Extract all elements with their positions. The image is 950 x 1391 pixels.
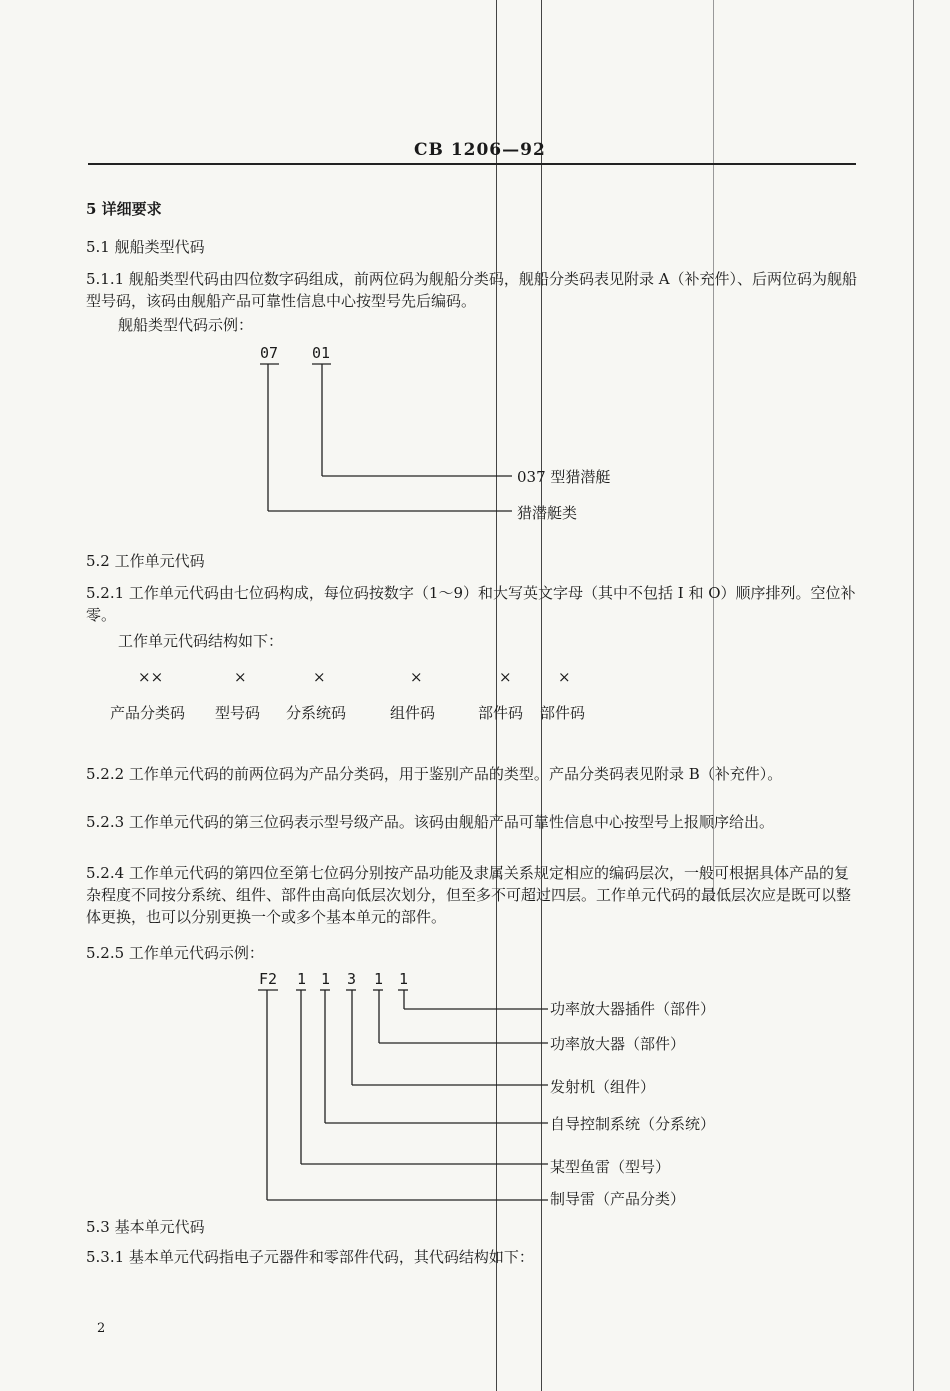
subsection-heading-5-3: 5.3 基本单元代码 [86,1218,205,1236]
label-hunter-class: 猎潜艇类 [517,504,578,522]
label-037: 037 型猎潜艇 [517,468,611,486]
page-number: 2 [97,1321,106,1336]
mark-1: ×× [138,668,164,686]
code-01: 01 [312,344,331,362]
example-code-6: 1 [399,970,409,988]
example-label-6: 制导雷（产品分类） [550,1190,686,1208]
example-label-4: 自导控制系统（分系统） [550,1115,716,1133]
example-code-F2: F2 [259,970,278,988]
mark-label-2: 型号码 [215,704,261,722]
mark-label-6: 部件码 [540,704,586,722]
paragraph-5-1-1: 5.1.1 舰船类型代码由四位数字码组成，前两位码为舰船分类码，舰船分类码表见附录 A（补充件）、后两位码为舰船型号码，该码由舰船产品可靠性信息中心按型号先后编码。 [86,270,858,310]
subsection-heading-5-2: 5.2 工作单元代码 [86,552,205,570]
example-label-3: 发射机（组件） [550,1078,656,1096]
mark-label-5: 部件码 [478,704,524,722]
paragraph-5-3-1: 5.3.1 基本单元代码指电子元器件和零部件代码，其代码结构如下： [86,1248,534,1266]
example-code-2: 1 [297,970,307,988]
example-code-3: 1 [321,970,331,988]
section-heading: 5 详细要求 [86,200,162,218]
subsection-heading-5-1: 5.1 舰船类型代码 [86,238,205,256]
paragraph-5-2-3: 5.2.3 工作单元代码的第三位码表示型号级产品。该码由舰船产品可靠性信息中心按型号上报顺序给出。 [86,813,774,831]
example-label-5: 某型鱼雷（型号） [550,1158,671,1176]
paragraph-5-2-5-label: 5.2.5 工作单元代码示例： [86,944,264,962]
structure-label: 工作单元代码结构如下： [118,632,284,650]
example-label-5-1: 舰船类型代码示例： [118,316,254,334]
mark-6: × [558,668,571,686]
mark-3: × [313,668,326,686]
paragraph-5-2-1: 5.2.1 工作单元代码由七位码构成，每位码按数字（1～9）和大写英文字母（其中不包括 I 和 O）顺序排列。空位补零。 [86,584,856,624]
example-label-2: 功率放大器（部件） [550,1035,686,1053]
mark-label-4: 组件码 [390,704,436,722]
code-07: 07 [260,344,279,362]
example-label-1: 功率放大器插件（部件） [550,1000,716,1018]
paragraph-5-2-2: 5.2.2 工作单元代码的前两位码为产品分类码，用于鉴别产品的类型。产品分类码表见附录 B（补充件）。 [86,765,783,783]
mark-4: × [410,668,423,686]
mark-5: × [499,668,512,686]
mark-2: × [234,668,247,686]
paragraph-5-2-4: 5.2.4 工作单元代码的第四位至第七位码分别按产品功能及隶属关系规定相应的编码层次，一般可根据具体产品的复杂程度不同按分系统、组件、部件由高向低层次划分，但至多不可超过四层。工作单元代码的最低层次应是既可以整体更换，也可以分别更换一个或多个基本单元的部件。 [86,864,852,926]
document-header: CB 1206—92 [414,140,546,160]
mark-label-1: 产品分类码 [110,704,186,722]
example-code-4: 3 [347,970,357,988]
example-code-5: 1 [374,970,384,988]
mark-label-3: 分系统码 [286,704,347,722]
